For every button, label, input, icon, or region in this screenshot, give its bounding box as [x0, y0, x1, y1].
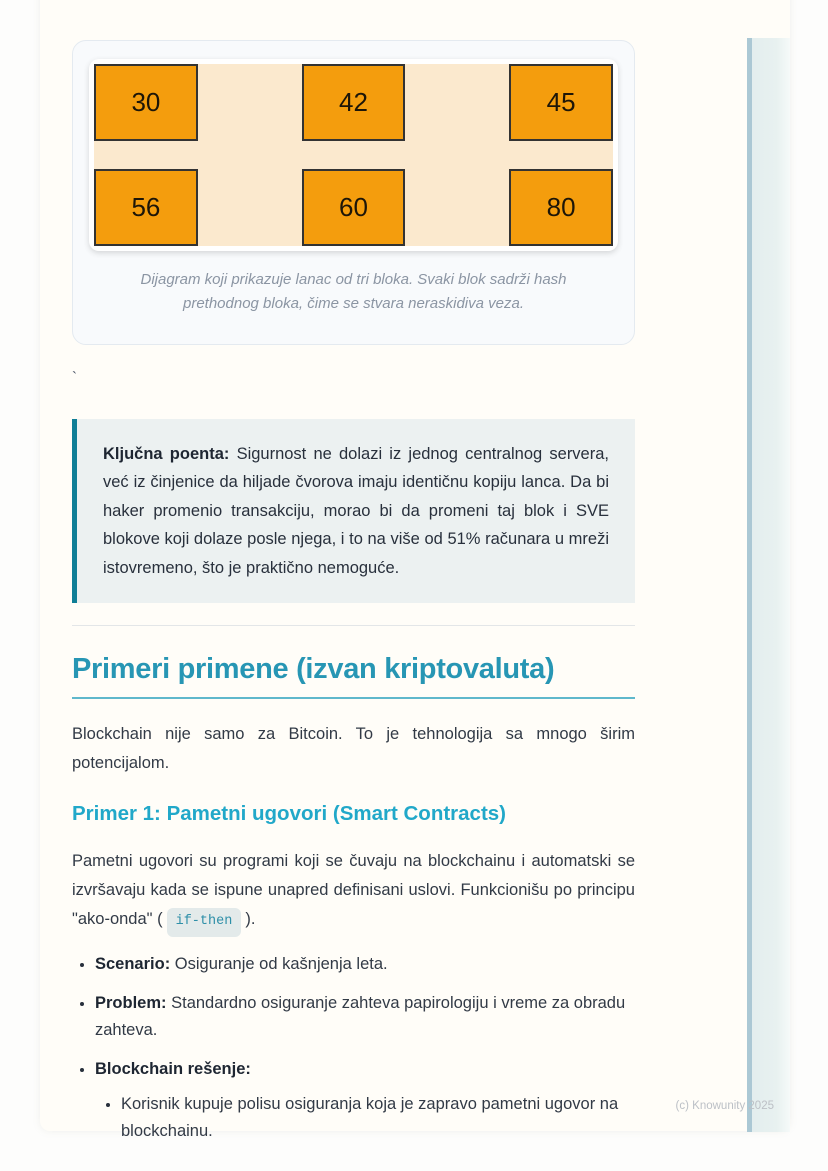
paragraph-text-before-chip: Pametni ugovori su programi koji se čuvaju na blockchainu i automatski se izvršavaju kada se ispune unapred definisani uslovi. Funkcionišu po principu "ako-onda" ( — [72, 851, 635, 928]
list-item — [95, 990, 635, 1043]
page-edge-strip — [747, 38, 790, 1132]
list-item-label: Blockchain rešenje: — [95, 1059, 251, 1078]
diagram-block: 60 — [302, 169, 406, 246]
diagram-block: 80 — [509, 169, 613, 246]
diagram-image-frame — [89, 59, 618, 251]
callout-text — [103, 440, 609, 582]
example-bullet-list — [72, 951, 635, 1144]
copyright-watermark: (c) Knowunity 2025 — [675, 1100, 774, 1112]
diagram-figure — [72, 40, 635, 345]
diagram-block: 30 — [94, 64, 198, 141]
key-point-callout — [72, 419, 635, 603]
nested-list-item — [121, 1091, 635, 1144]
list-item-label: Problem: — [95, 994, 167, 1013]
paragraph-text-after-chip: ). — [245, 910, 256, 928]
document-content — [72, 40, 635, 1157]
diagram-block: 56 — [94, 169, 198, 246]
callout-label: Ključna poenta: — [103, 445, 230, 463]
diagram-block: 45 — [509, 64, 613, 141]
nested-list-item-text: Korisnik kupuje polisu osiguranja koja je zapravo pametni ugovor na blockchainu. — [121, 1095, 619, 1140]
callout-body: Sigurnost ne dolazi iz jednog centralnog servera, već iz činjenice da hiljade čvorova imaju identičnu kopiju lanca. Da bi haker promenio transakciju, morao bi da promeni taj blok i SVE blokove koji dolaze posle njega, i to na više od 51% računara u mreži istovremeno, što je praktično nemoguće. — [103, 445, 609, 577]
smart-contracts-paragraph — [72, 847, 635, 937]
list-item — [95, 951, 635, 977]
section-heading: Primeri primene (izvan kriptovaluta) — [72, 653, 635, 699]
example-subheading: Primer 1: Pametni ugovori (Smart Contracts) — [72, 801, 507, 825]
list-item-text: Standardno osiguranje zahteva papirologiju i vreme za obradu zahteva. — [95, 994, 626, 1039]
nested-bullet-list — [95, 1091, 635, 1144]
list-item — [95, 1056, 635, 1144]
list-item-label: Scenario: — [95, 954, 171, 973]
section-divider — [72, 625, 635, 626]
content-card — [40, 0, 790, 1140]
diagram-block: 42 — [302, 64, 406, 141]
stray-backtick-text: ` — [72, 369, 77, 386]
intro-paragraph: Blockchain nije samo za Bitcoin. To je tehnologija sa mnogo širim potencijalom. — [72, 724, 635, 772]
figure-caption: Dijagram koji prikazuje lanac od tri bloka. Svaki blok sadrži hash prethodnog bloka, čime se stvara neraskidiva veza. — [140, 271, 567, 312]
inline-code-chip: if-then — [167, 908, 242, 937]
block-chain-diagram — [94, 64, 613, 246]
list-item-text: Osiguranje od kašnjenja leta. — [170, 954, 388, 973]
